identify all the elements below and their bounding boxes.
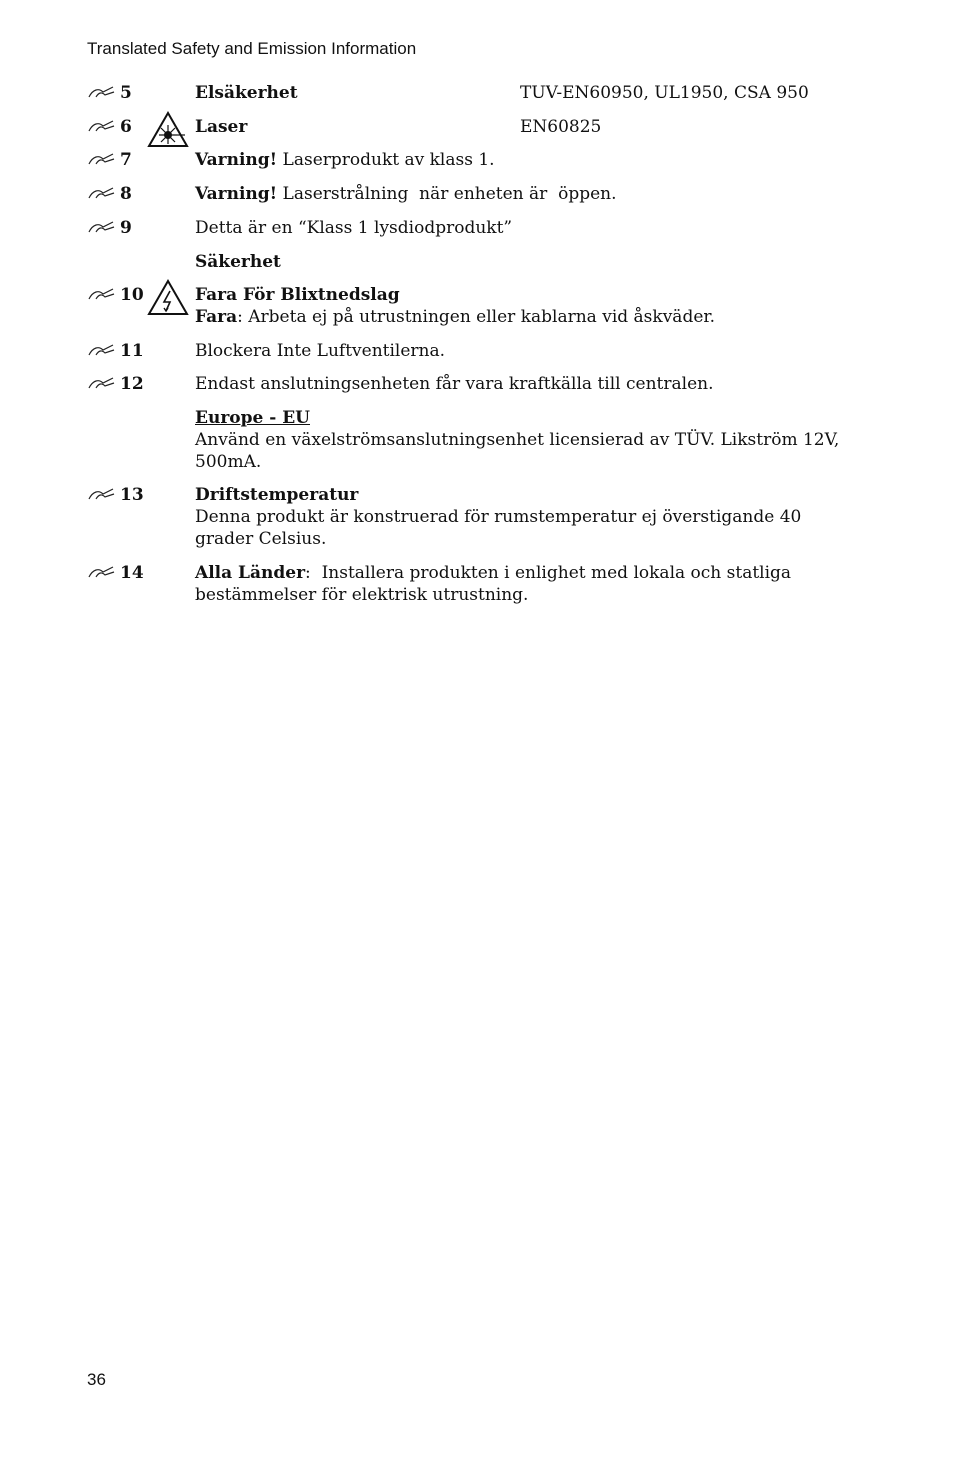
hand-pointer-icon — [87, 151, 117, 167]
hand-pointer-icon — [87, 118, 117, 134]
item-text: Laserprodukt av klass 1. — [277, 150, 495, 170]
item-number: 10 — [120, 285, 144, 305]
item-number: 7 — [120, 150, 132, 170]
item-text: Använd en växelströmsanslutningsenhet licensierad av TÜV. Likström 12V, — [195, 430, 840, 450]
item-standard: TUV-EN60950, UL1950, CSA 950 — [520, 83, 809, 103]
item-number: 14 — [120, 563, 144, 583]
item-text-continued: bestämmelser för elektrisk utrustning. — [195, 585, 529, 605]
item-number: 8 — [120, 184, 132, 204]
item-number: 13 — [120, 485, 144, 505]
hand-pointer-icon — [87, 185, 117, 201]
hand-pointer-icon — [87, 286, 117, 302]
running-header: Translated Safety and Emission Information — [87, 39, 417, 58]
hand-pointer-icon — [87, 219, 117, 235]
item-text: Laserstrålning när enheten är öppen. — [277, 184, 617, 204]
hand-pointer-icon — [87, 342, 117, 358]
lightning-warning-icon — [147, 279, 189, 317]
danger-label: Fara — [195, 307, 238, 327]
page-number: 36 — [87, 1370, 106, 1389]
item-title: Driftstemperatur — [195, 485, 359, 505]
item-title: Laser — [195, 117, 248, 137]
item-text: Blockera Inte Luftventilerna. — [195, 341, 446, 361]
item-title: Fara För Blixtnedslag — [195, 285, 400, 305]
item-text: : Arbeta ej på utrustningen eller kablarna vid åskväder. — [237, 307, 716, 327]
region-heading: Europe - EU — [195, 408, 310, 428]
warning-label: Varning! — [195, 184, 278, 204]
item-number: 9 — [120, 218, 132, 238]
item-standard: EN60825 — [520, 117, 602, 137]
section-heading: Säkerhet — [195, 252, 281, 272]
item-number: 12 — [120, 374, 144, 394]
hand-pointer-icon — [87, 375, 117, 391]
item-text-continued: 500mA. — [195, 452, 262, 472]
item-text: : Installera produkten i enlighet med lokala och statliga — [305, 563, 792, 583]
item-label: Alla Länder — [195, 563, 306, 583]
item-text: Detta är en “Klass 1 lysdiodprodukt” — [195, 218, 513, 238]
hand-pointer-icon — [87, 564, 117, 580]
item-number: 6 — [120, 117, 132, 137]
warning-label: Varning! — [195, 150, 278, 170]
laser-warning-icon — [147, 111, 189, 149]
item-text: Denna produkt är konstruerad för rumstemperatur ej överstigande 40 — [195, 507, 802, 527]
item-number: 5 — [120, 83, 132, 103]
item-text: Endast anslutningsenheten får vara kraftkälla till centralen. — [195, 374, 714, 394]
item-number: 11 — [120, 341, 144, 361]
item-text-continued: grader Celsius. — [195, 529, 327, 549]
item-title: Elsäkerhet — [195, 83, 298, 103]
hand-pointer-icon — [87, 84, 117, 100]
hand-pointer-icon — [87, 486, 117, 502]
